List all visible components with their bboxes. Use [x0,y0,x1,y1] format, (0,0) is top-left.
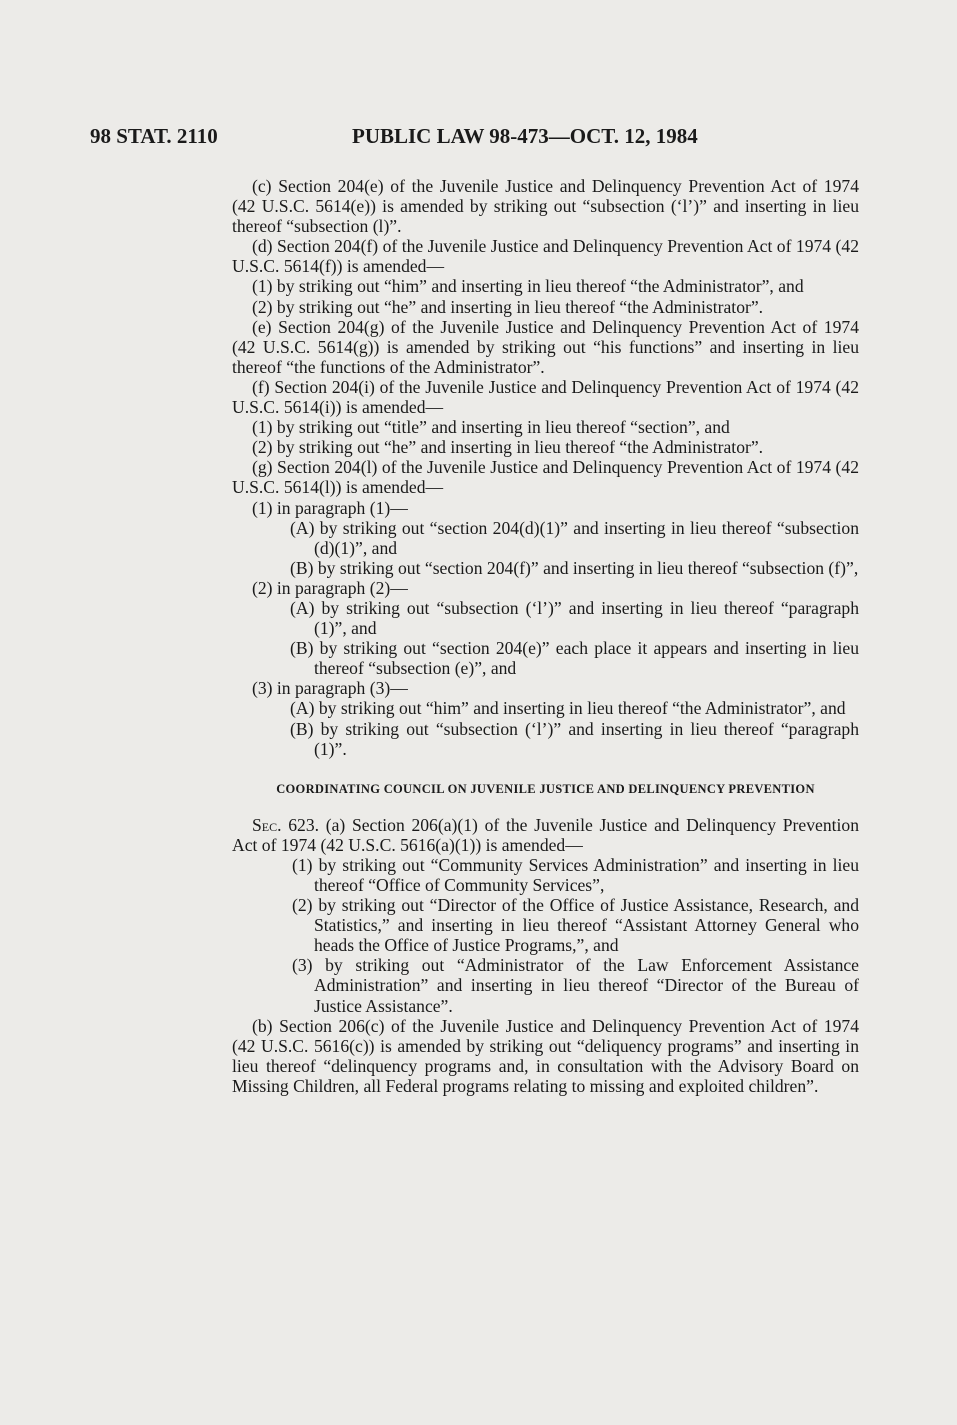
paragraph-text: (3) by striking out “Administrator of the Law Enforcement Assistance Administration” and inserting in lieu thereof “Director of the Bureau of Justice Assistance”. [292,955,859,1016]
paragraph-text: (2) by striking out “Director of the Office of Justice Assistance, Research, and Statistics,” and inserting in lieu thereof “Assistant Attorney General who heads the Office of Justice Programs,”, and [292,895,859,956]
paragraph [232,377,859,417]
paragraph [232,1016,859,1096]
paragraph-text: (1) by striking out “him” and inserting in lieu thereof “the Administrator”, and [252,276,804,297]
paragraph [232,176,859,236]
paragraph [232,895,859,955]
paragraph-text: (2) by striking out “he” and inserting in lieu thereof “the Administrator”. [252,437,764,458]
paragraph [232,638,859,678]
paragraph [232,457,859,497]
paragraph-text: (B) by striking out “section 204(e)” each place it appears and inserting in lieu thereof “subsection (e)”, and [290,638,859,679]
page-header [90,124,750,154]
paragraph-text: (b) Section 206(c) of the Juvenile Justice and Delinquency Prevention Act of 1974 (42 U.S.C. 5616(c)) is amended by striking out “deliquency programs” and inserting in lieu thereof “delinquency programs and, in consultation with the Advisory Board on Missing Children, all Federal programs relating to missing and exploited children”. [232,1015,859,1096]
paragraph-text: (A) by striking out “subsection (‘l’)” and inserting in lieu thereof “paragraph (1)”, and [290,597,859,639]
paragraph-text: (1) by striking out “title” and inserting in lieu thereof “section”, and [252,417,730,438]
paragraph [232,437,859,457]
paragraph-text: (B) by striking out “subsection (‘l’)” and inserting in lieu thereof “paragraph (1)”. [290,718,859,759]
paragraph [232,276,859,296]
paragraph [232,518,859,558]
section-heading [242,781,849,798]
paragraph [232,815,859,855]
paragraph [232,578,859,598]
paragraph-text: (3) in paragraph (3)— [252,678,408,699]
paragraph-text: (A) by striking out “section 204(d)(1)” and inserting in lieu thereof “subsection (d)(1)”, and [290,517,859,558]
paragraph-text: (f) Section 204(i) of the Juvenile Justice and Delinquency Prevention Act of 1974 (42 U.S.C. 5614(i)) is amended— [232,376,859,418]
paragraph [232,698,859,718]
statute-page-number: 98 STAT. 2110 [90,124,218,148]
paragraph [232,678,859,698]
paragraph-text: (1) in paragraph (1)— [252,497,408,518]
paragraph-text: (c) Section 204(e) of the Juvenile Justice and Delinquency Prevention Act of 1974 (42 U.S.C. 5614(e)) is amended by striking out “subsection (‘l’)” and inserting in lieu thereof “subsection (l)”. [232,176,859,237]
paragraph [232,297,859,317]
paragraph-text: (d) Section 204(f) of the Juvenile Justice and Delinquency Prevention Act of 1974 (42 U.S.C. 5614(f)) is amended— [232,236,859,277]
paragraph-text: (e) Section 204(g) of the Juvenile Justice and Delinquency Prevention Act of 1974 (42 U.S.C. 5614(g)) is amended by striking out “his functions” and inserting in lieu thereof “the functions of the Administrator”. [232,316,859,377]
paragraph-text: (2) by striking out “he” and inserting in lieu thereof “the Administrator”. [252,296,764,317]
paragraph-text: 623. (a) Section 206(a)(1) of the Juvenile Justice and Delinquency Prevention Act of 1974 (42 U.S.C. 5616(a)(1)) is amended— [232,814,859,855]
paragraph-text: (B) by striking out “section 204(f)” and inserting in lieu thereof “subsection (f)”, [290,557,859,578]
paragraph [232,236,859,276]
paragraph [232,317,859,377]
paragraph [232,719,859,759]
paragraph-text: COORDINATING COUNCIL ON JUVENILE JUSTICE AND DELINQUENCY PREVENTION [276,781,815,796]
paragraph [232,498,859,518]
paragraph [232,598,859,638]
paragraph-text: (2) in paragraph (2)— [252,577,408,598]
paragraph [232,855,859,895]
paragraph [232,955,859,1015]
document-body [232,176,859,1096]
public-law-title: PUBLIC LAW 98-473—OCT. 12, 1984 [352,124,698,148]
paragraph-text: (1) by striking out “Community Services Administration” and inserting in lieu thereof “Office of Community Services”, [292,854,859,895]
paragraph [232,558,859,578]
paragraph [232,417,859,437]
paragraph-text: (g) Section 204(l) of the Juvenile Justice and Delinquency Prevention Act of 1974 (42 U.S.C. 5614(l)) is amended— [232,457,859,498]
section-label: Sec. [252,814,282,835]
paragraph-text: (A) by striking out “him” and inserting in lieu thereof “the Administrator”, and [290,698,846,719]
